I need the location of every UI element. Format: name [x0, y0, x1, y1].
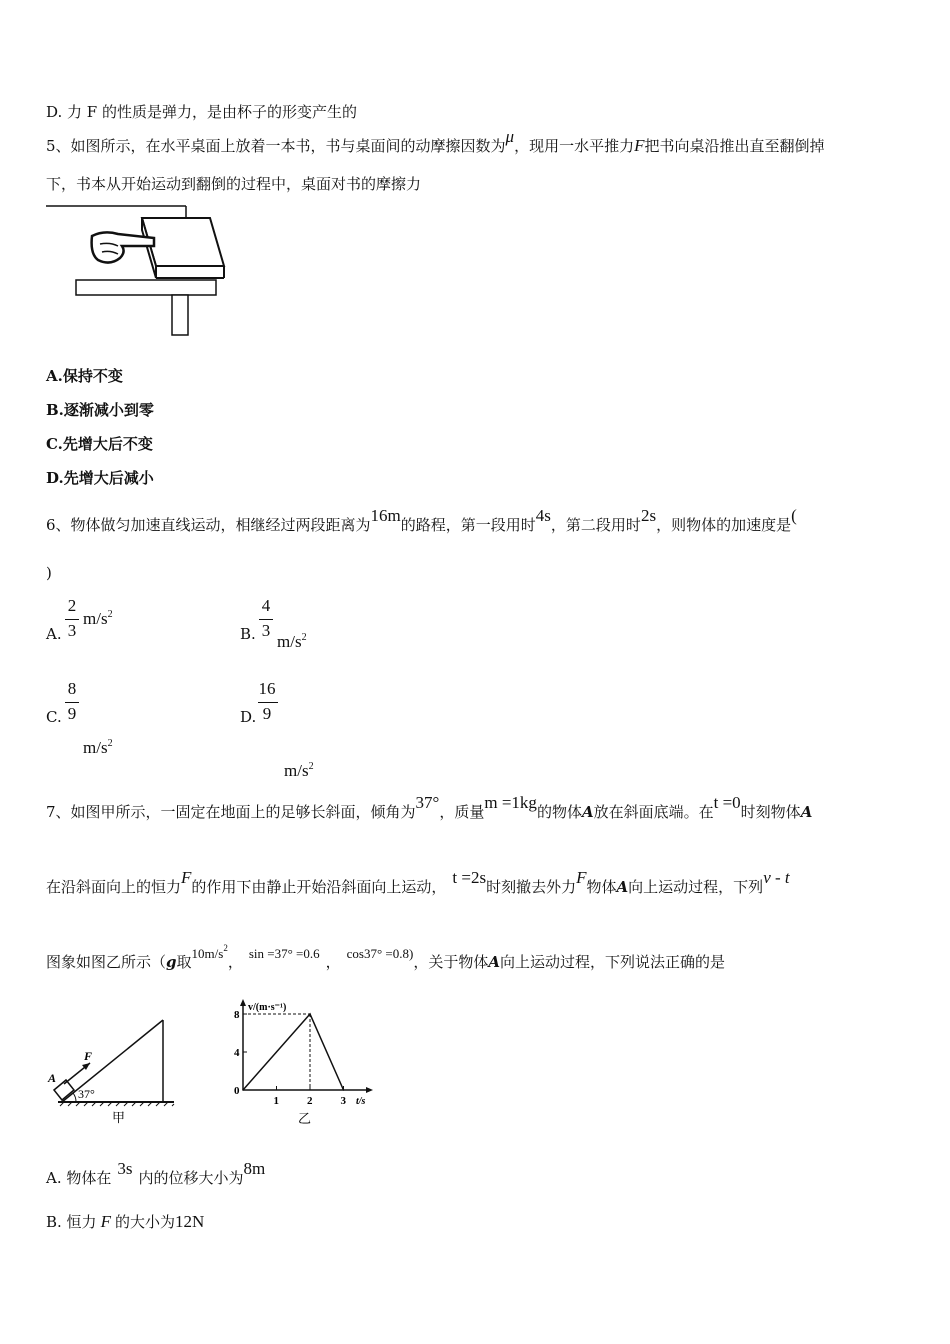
q7-vt-chart [228, 996, 378, 1132]
q6-line1: 6、物体做匀加速直线运动，相继经过两段距离为16m的路程，第一段用时4s，第二段用时2s，则物体的加速度是( [46, 506, 797, 534]
q6-close-paren: ) [46, 564, 52, 582]
q6-option-a-letter: A. [46, 625, 62, 643]
q6-option-c-unit: $m/s^2$ [83, 738, 113, 757]
y-tick-label-4: 4 [234, 1047, 240, 1059]
y-axis-arrow [240, 999, 246, 1006]
q7-incline-figure [46, 1010, 181, 1130]
q6-option-b-unit: $m/s^2$ [277, 632, 307, 651]
q6-option-b-letter: B. [240, 625, 256, 643]
force-label: F [84, 1049, 93, 1063]
q7-line3: 图象如图乙所示（g取$10m/s^2$， sin =37° =0.6 ， cos37° =0.8)，关于物体A向上运动过程，下列说法正确的是 [46, 943, 726, 971]
q5-option-d: D.先增大后减小 [46, 469, 154, 487]
vt-point-1 [309, 1013, 311, 1015]
y-axis-label: v/(m·s⁻¹) [248, 1002, 287, 1013]
q6-option-d-letter: D. [240, 708, 257, 726]
x-axis-arrow [366, 1087, 373, 1093]
angle-label: 37° [78, 1087, 95, 1101]
q5-option-c: C.先增大后不变 [46, 435, 153, 453]
mu-symbol: μ [505, 127, 515, 146]
q4-option-d: D. 力 F 的性质是弹力，是由杯子的形变产生的 [46, 103, 357, 121]
q7-option-a: A. 物体在 3s 内的位移大小为8m [46, 1159, 266, 1187]
x-tick-label-1: 1 [273, 1095, 279, 1107]
q7-line2: 在沿斜面向上的恒力F的作用下由静止开始沿斜面向上运动， t =2s时刻撤去外力F物体A向上运动过程，下列v - t [46, 868, 790, 896]
x-tick-label-3: 3 [340, 1095, 346, 1107]
q5-book-table-figure [44, 200, 234, 340]
x-axis-label: t/s [356, 1096, 366, 1107]
force-symbol: F [634, 136, 645, 155]
q5-line1: 5、如图所示，在水平桌面上放着一本书，书与桌面间的动摩擦因数为μ，现用一水平推力F把书向桌沿推出直至翻倒掉 [46, 127, 825, 155]
q6-option-a-unit: $m/s^2$ [83, 609, 113, 628]
block-label: A [48, 1071, 57, 1085]
q5-option-a: A.保持不变 [46, 367, 123, 385]
q7-option-b: B. 恒力 F 的大小为12N [46, 1212, 205, 1231]
y-tick-label-0: 0 [234, 1085, 240, 1097]
q6-option-c-letter: C. [46, 708, 62, 726]
q7-line1: 7、如图甲所示，一固定在地面上的足够长斜面，倾角为37°，质量m =1kg的物体A放在斜面底端。在t =0时刻物体A [46, 793, 813, 821]
q5-line2: 下，书本从开始运动到翻倒的过程中，桌面对书的摩擦力 [46, 175, 422, 193]
caption-jia: 甲 [112, 1110, 126, 1125]
q6-option-d-unit: $m/s^2$ [284, 761, 314, 780]
caption-yi: 乙 [298, 1111, 312, 1126]
q5-option-b: B.逐渐减小到零 [46, 401, 154, 419]
vt-series-line [243, 1014, 344, 1090]
x-tick-label-2: 2 [307, 1095, 313, 1107]
y-tick-label-8: 8 [234, 1009, 240, 1021]
vt-point-0 [242, 1089, 244, 1091]
